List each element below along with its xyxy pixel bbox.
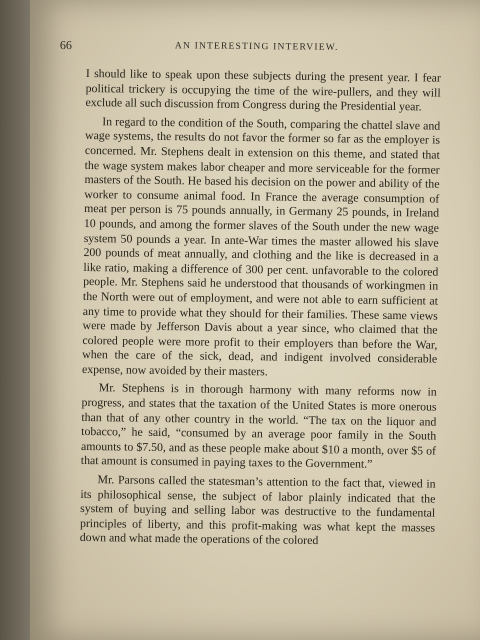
paragraph: In regard to the condition of the South, comparing the chattel slave and wage systems, the results do not favor the former so far as the employer is concerned. Mr. Stephens dealt in extension on this theme, and stated that the wage system makes labor cheaper and more serviceable for the former masters of the South. He based his decision on the power and ability of the worker to consume animal food. In France the average consumption of meat per person is 75 pounds annually, in Germany 25 pounds, in Ireland 10 pounds, and among the former slaves of the South under the new wage system 50 pounds a year. In ante-War times the master allowed his slave 200 pounds of meat annually, and clothing and the like is decreased in a like ratio, making a difference of 300 per cent. unfavorable to the colored people. Mr. Stephens said he understood that thousands of workingmen in the North were out of employment, and were not able to earn sufficient at any time to provide what they should for their families. These same views were made by Jefferson Davis about a year since, who claimed that the colored people were more profit to their employers than before the War, when the care of the sick, dead, and indigent involved considerable expense, now avoided by their masters. (81, 113, 441, 379)
paragraph: Mr. Parsons called the statesman’s attention to the fact that, viewed in its philosophical sense, the subject of labor plainly indicated that the system of buying and selling labor was destructive to the fundamental principles of liberty, and this profit-making was what kept the masses down and what made the operations of the colored (79, 472, 436, 548)
paragraph: Mr. Stephens is in thorough harmony with many reforms now in progress, and states that the taxation of the United States is more onerous than that of any other country in the world. “The tax on the liquor and tobacco,” he said, “consumed by an average poor family in the South amounts to $7.50, and as these people make about $10 a month, over $5 of that amount is consumed in paying taxes to the Government.” (80, 380, 437, 472)
paragraph: I should like to speak upon these subjects during the present year. I fear political trickery is occupying the time of the wire-pullers, and they will exclude all such discussion from Congress during the Presidential year. (85, 66, 441, 114)
running-head: AN INTERESTING INTERVIEW. (174, 41, 339, 53)
body-text (80, 66, 441, 554)
page-number: 66 (59, 38, 72, 53)
